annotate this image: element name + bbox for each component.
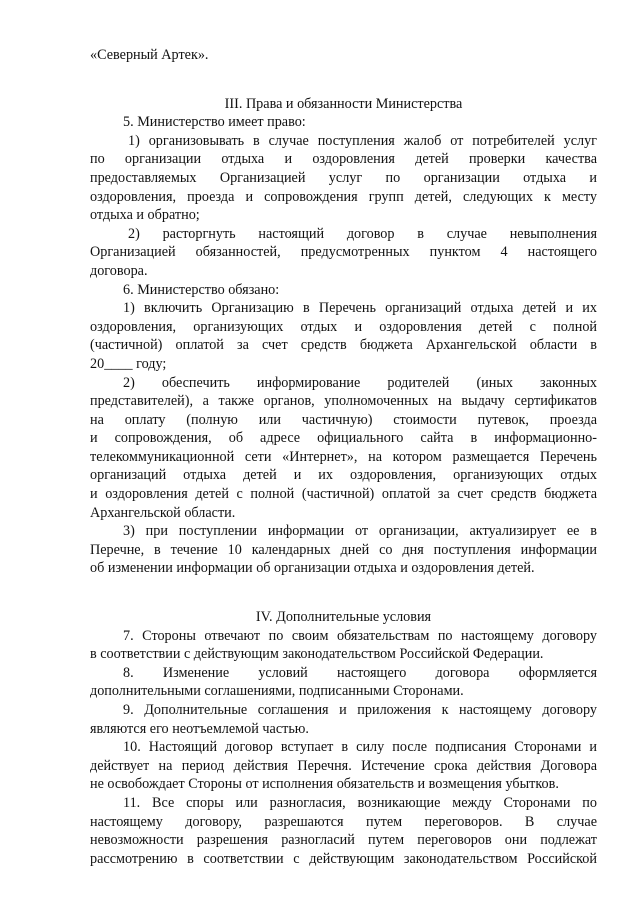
text-line: 11. Все споры или разногласия, возникающие между Сторонами по (123, 794, 597, 811)
text-line: Перечне, в течение 10 календарных дней со дня поступления информации (90, 541, 597, 558)
text-line: действует на период действия Перечня. Истечение срока действия Договора (90, 757, 597, 774)
text-line: 2) обеспечить информирование родителей (иных законных (123, 374, 597, 391)
text-line: (частичной) оплатой за счет средств бюджета Архангельской области в (90, 337, 597, 354)
paragraph-10 (90, 738, 597, 794)
text-line: Архангельской области. (90, 504, 236, 521)
paragraph-6-item-1 (90, 299, 597, 373)
text-line: организаций отдыха детей и их оздоровления, организующих отдых (90, 467, 597, 484)
text-line: представителей), а также органов, уполномоченных на выдачу сертификатов (90, 393, 597, 410)
text-line: отдыха и обратно; (90, 207, 200, 224)
paragraph-7 (90, 627, 597, 664)
text-line: не освобождает Стороны от исполнения обязательств и возмещения убытков. (90, 776, 559, 793)
text-line: предоставляемых Организацией услуг по организации отдыха и (90, 169, 597, 186)
text-line: дополнительными соглашениями, подписанными Сторонами. (90, 683, 464, 700)
text-line: 20____ году; (90, 355, 167, 372)
text-line: Организацией обязанностей, предусмотренных пунктом 4 настоящего (90, 244, 597, 261)
paragraph-6-heading: 6. Министерство обязано: (123, 281, 280, 298)
text-line: 3) при поступлении информации от организации, актуализирует ее в (123, 523, 597, 540)
text-line: и сопровождения, об адресе официального сайта в информационно- (90, 430, 597, 447)
section-title-4: IV. Дополнительные условия (255, 609, 432, 626)
text-line: в соответствии с действующим законодательством Российской Федерации. (90, 646, 544, 663)
section-title-3: III. Права и обязанности Министерства (224, 95, 463, 112)
text-line: 8. Изменение условий настоящего договора оформляется (123, 664, 597, 681)
text-line: оздоровления, проезда и сопровождения групп детей, следующих к месту (90, 188, 597, 205)
text-line: настоящему договору, разрешаются путем переговоров. В случае (90, 813, 597, 830)
text-line: оздоровления, организующих отдых и оздоровления детей с полной (90, 318, 597, 335)
text-line: на оплату (полную или частичную) стоимости путевок, проезда (90, 411, 597, 428)
text-line: невозможности разрешения разногласий путем переговоров они подлежат (90, 832, 597, 849)
paragraph-5-item-2 (90, 225, 597, 281)
text-line: 1) включить Организацию в Перечень организаций отдыха детей и их (123, 300, 597, 317)
text-line: 10. Настоящий договор вступает в силу после подписания Сторонами и (123, 739, 597, 756)
text-line: об изменении информации об организации отдыха и оздоровления детей. (90, 560, 535, 577)
paragraph-6-item-2 (90, 374, 597, 523)
text-line: договора. (90, 262, 148, 279)
text-line: 1) организовывать в случае поступления жалоб от потребителей услуг (128, 132, 597, 149)
paragraph-5-heading: 5. Министерство имеет право: (123, 114, 306, 131)
paragraph-6-item-3 (90, 522, 597, 578)
text-line: 9. Дополнительные соглашения и приложения к настоящему договору (123, 702, 597, 718)
paragraph-8 (90, 664, 597, 701)
document-page (90, 46, 597, 868)
continued-text: «Северный Артек». (90, 47, 209, 63)
text-line: 2) расторгнуть настоящий договор в случае невыполнения (128, 225, 597, 242)
text-line: телекоммуникационной сети «Интернет», на котором размещается Перечень (90, 448, 597, 465)
text-line: по организации отдыха и оздоровления детей проверки качества (90, 151, 597, 168)
text-line: являются его неотъемлемой частью. (90, 720, 309, 737)
paragraph-11 (90, 794, 597, 868)
text-line: 7. Стороны отвечают по своим обязательствам по настоящему договору (123, 627, 597, 644)
paragraph-5-item-1 (90, 132, 597, 225)
text-line: рассмотрению в соответствии с действующим законодательством Российской (90, 850, 597, 867)
text-line: и оздоровления детей с полной (частичной) оплатой за счет средств бюджета (90, 486, 597, 503)
paragraph-9 (90, 701, 597, 738)
